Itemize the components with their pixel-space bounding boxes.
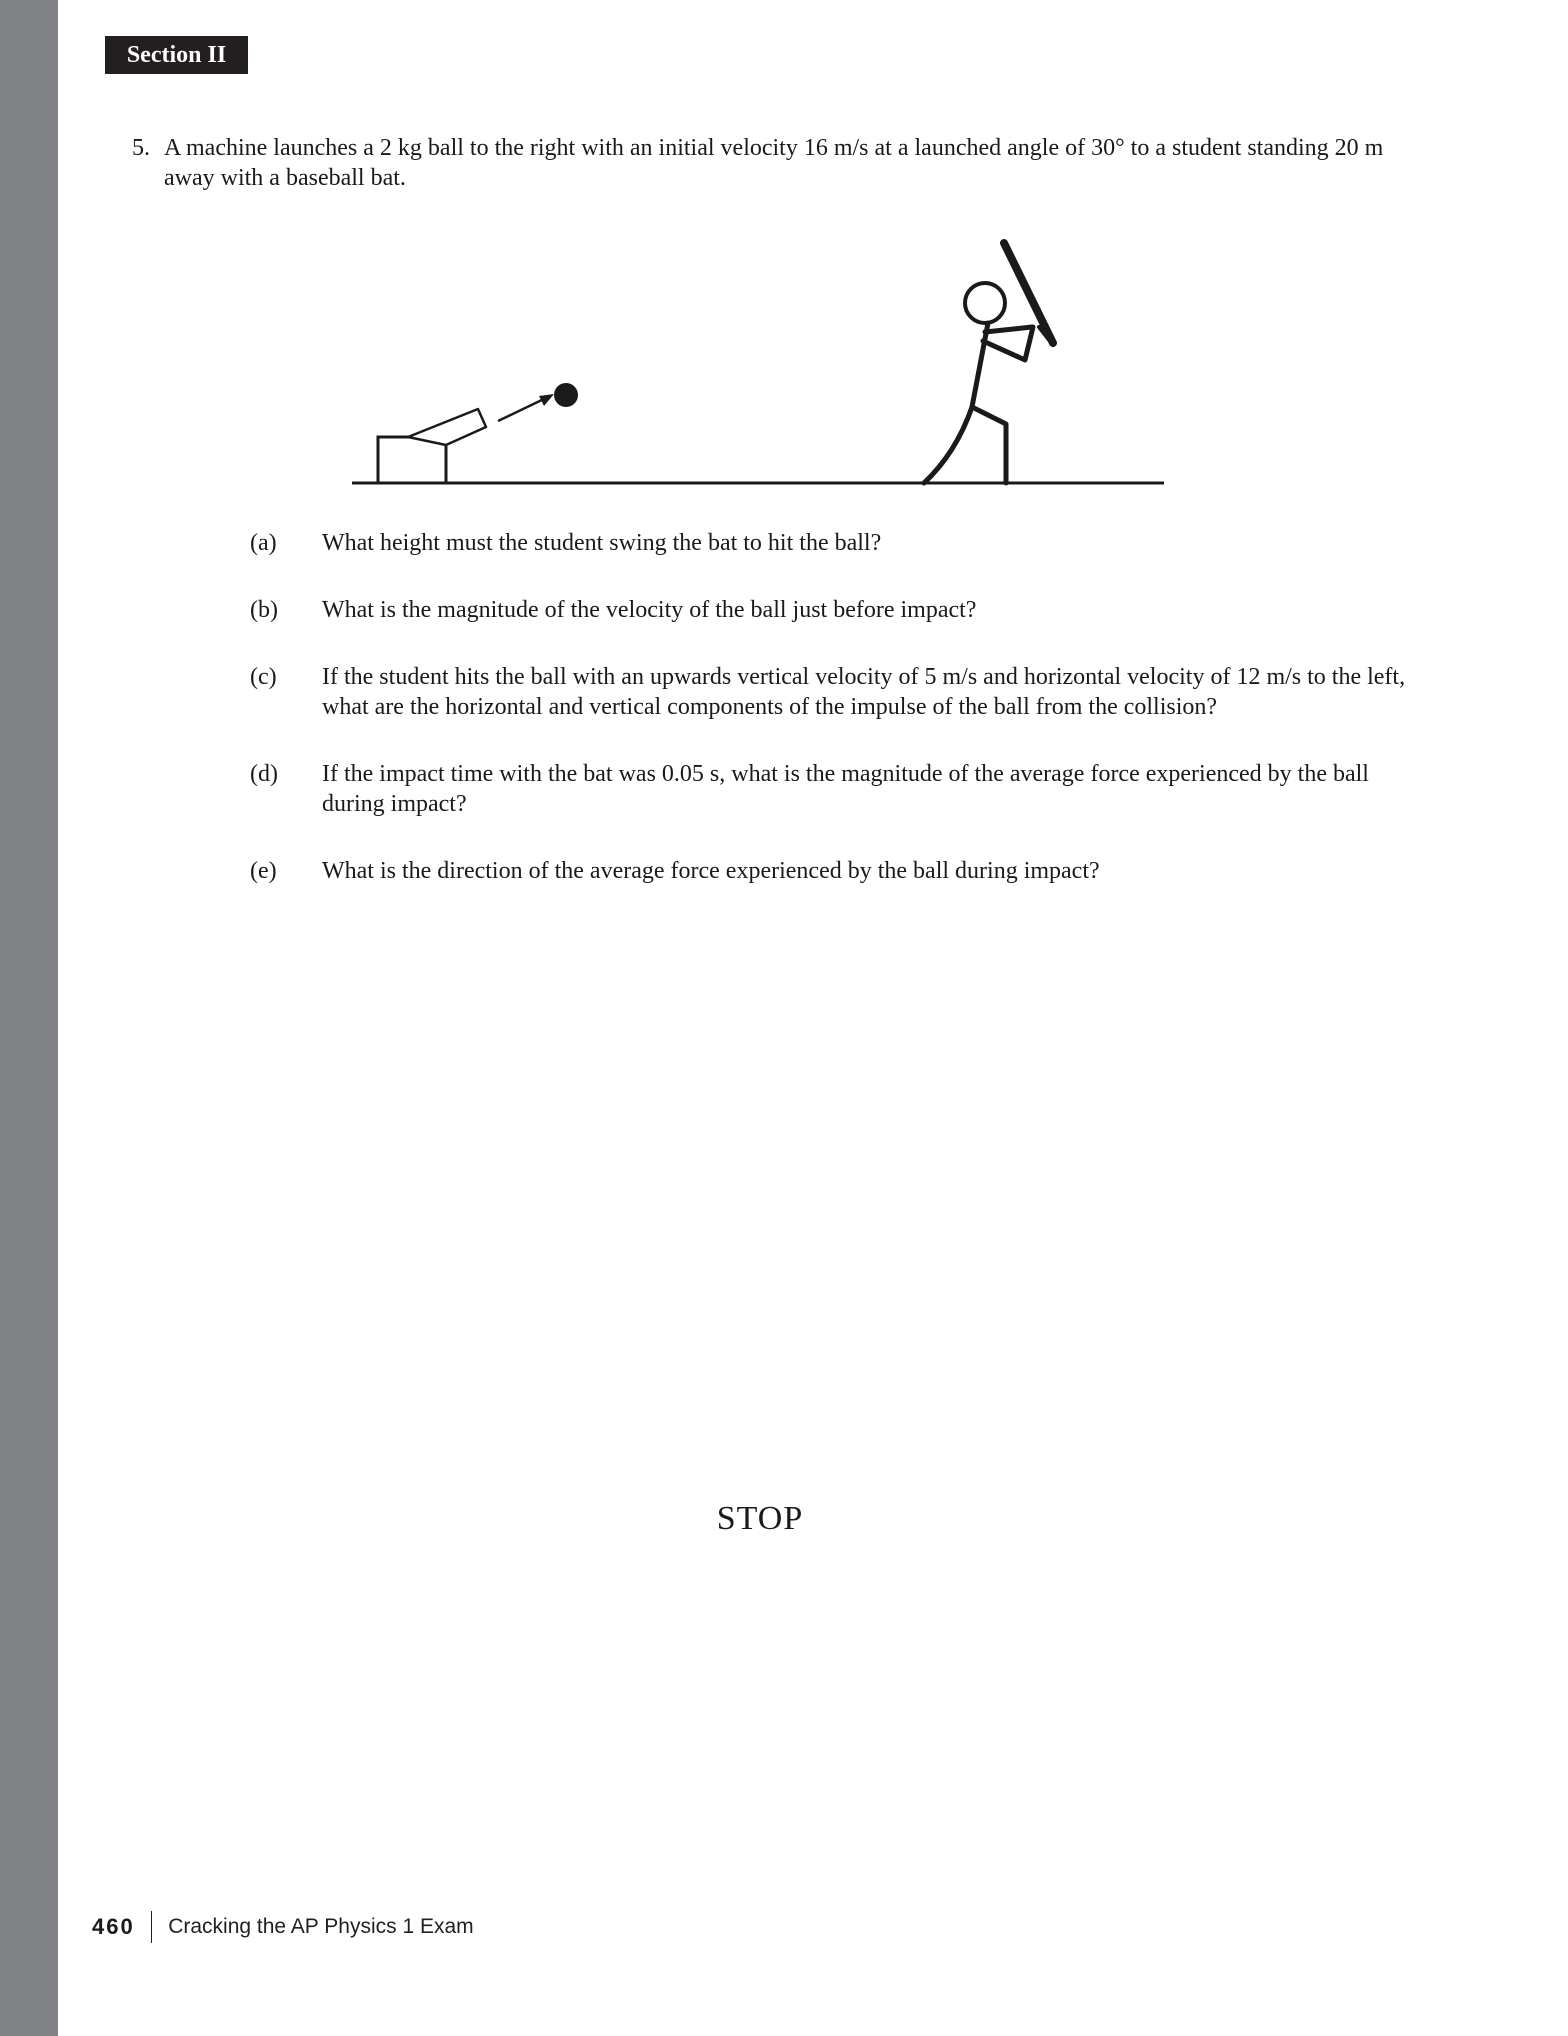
student-front-leg [972,407,1006,483]
question-number: 5. [132,135,150,161]
launcher-barrel [408,409,486,445]
part-text: What is the direction of the average force experienced by the ball during impact? [322,858,1100,884]
question-5 [132,133,1392,193]
part-text: If the student hits the ball with an upwards vertical velocity of 5 m/s and horizontal velocity of 12 m/s to the left, what are the horizontal and vertical components of the impulse of the ball from the collision? [322,664,1406,720]
footer-divider [151,1911,153,1943]
page-number: 460 [92,1914,135,1939]
part-label: (c) [250,664,277,690]
velocity-arrow-shaft [498,397,548,421]
velocity-arrow-head [539,394,554,406]
part-d [250,759,1410,819]
student-head [965,283,1005,323]
stop-marker: STOP [716,1500,804,1537]
part-b [250,595,1410,625]
projectile-diagram [340,225,1180,500]
section-tab: Section II [105,36,248,74]
part-text: If the impact time with the bat was 0.05 s, what is the magnitude of the average force experienced by the ball during impact? [322,761,1369,817]
page-edge-bar [0,0,58,2036]
page-footer [92,1910,474,1944]
part-text: What is the magnitude of the velocity of the ball just before impact? [322,597,977,623]
part-c [250,662,1410,722]
student-with-bat [924,283,1033,483]
part-e [250,856,1410,886]
part-label: (e) [250,858,277,884]
question-text: A machine launches a 2 kg ball to the right with an initial velocity 16 m/s at a launched angle of 30° to a student standing 20 m away with a baseball bat. [164,135,1384,191]
part-label: (b) [250,597,278,623]
part-label: (a) [250,530,277,556]
student-torso [972,323,988,407]
student-lower-arm [985,327,1032,332]
part-text: What height must the student swing the bat to hit the ball? [322,530,882,556]
part-a [250,528,1410,558]
book-title: Cracking the AP Physics 1 Exam [168,1915,474,1938]
student-back-leg [924,407,972,483]
part-label: (d) [250,761,278,787]
ball [554,383,578,407]
